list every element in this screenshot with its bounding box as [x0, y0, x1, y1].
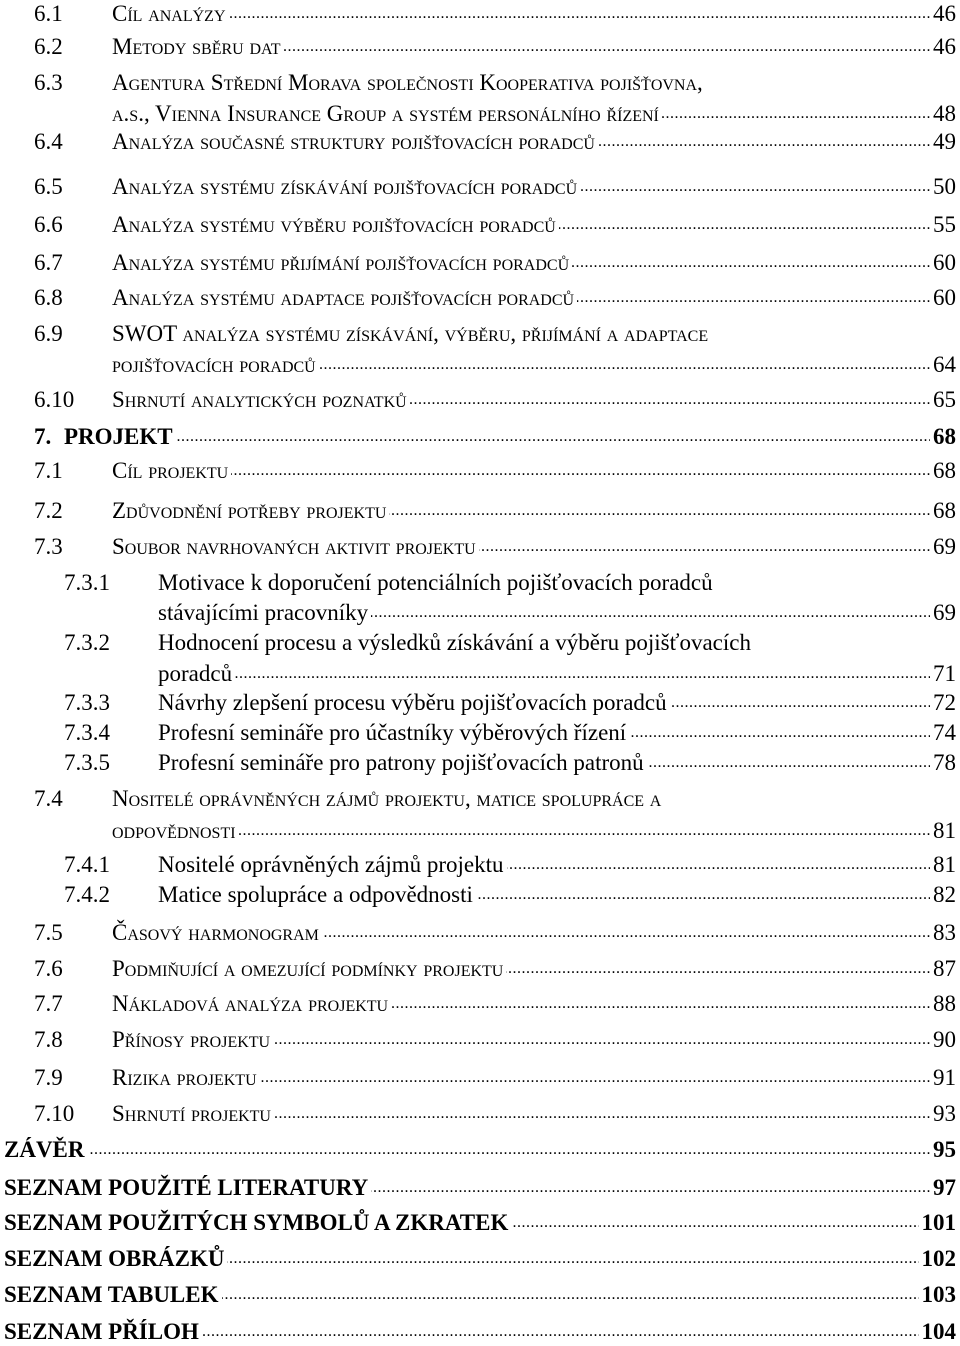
toc-page-number[interactable]: 93 — [930, 1100, 956, 1128]
dot-leader — [112, 0, 956, 28]
toc-entry-number: 7.3.2 — [64, 630, 110, 655]
toc-page-number[interactable]: 74 — [930, 719, 956, 747]
toc-entry-title[interactable]: SEZNAM PŘÍLOH — [4, 1318, 202, 1346]
toc-entry-title[interactable]: Profesní semináře pro patrony pojišťovacích patronů — [158, 749, 647, 777]
toc-entry-title[interactable]: Zdůvodnění potřeby projektu — [112, 497, 389, 525]
toc-entry-title[interactable]: Shrnutí projektu — [112, 1100, 274, 1128]
toc-entry-number: 7.4 — [34, 786, 63, 811]
toc-page-number[interactable]: 72 — [930, 689, 956, 717]
toc-entry-title[interactable]: Podmiňující a omezující podmínky projektu — [112, 955, 506, 983]
toc-entry-number: 7.3.4 — [64, 720, 110, 745]
toc-entry-number: 6.9 — [34, 321, 63, 346]
dot-leader — [112, 817, 956, 845]
toc-page-number[interactable]: 60 — [930, 249, 956, 277]
toc-entry-title[interactable]: PROJEKT — [64, 423, 176, 451]
dot-leader — [64, 423, 956, 451]
toc-entry-title[interactable]: SEZNAM POUŽITÝCH SYMBOLŮ A ZKRATEK — [4, 1209, 511, 1237]
toc-page-number[interactable]: 55 — [930, 211, 956, 239]
toc-page-number[interactable]: 64 — [930, 351, 956, 379]
toc-page-number[interactable]: 97 — [930, 1174, 956, 1202]
toc-entry-title[interactable]: Matice spolupráce a odpovědnosti — [158, 881, 476, 909]
dot-leader — [158, 660, 956, 688]
toc-entry-number: 7. — [34, 424, 52, 449]
toc-entry-title[interactable]: Cíl analýzy — [112, 0, 229, 28]
toc-entry-title[interactable]: Agentura Střední Morava společnosti Kooperativa pojišťovna, — [112, 69, 706, 97]
dot-leader — [112, 457, 956, 485]
toc-entry-title[interactable]: poradců — [158, 660, 235, 688]
toc-entry-number: 7.4.2 — [64, 882, 110, 907]
toc-page-number[interactable]: 68 — [930, 497, 956, 525]
toc-page-number[interactable]: 69 — [930, 533, 956, 561]
toc-entry-title[interactable]: Analýza systému přijímání pojišťovacích poradců — [112, 249, 572, 277]
toc-entry-number: 6.2 — [34, 34, 63, 59]
toc-entry-title[interactable]: Rizika projektu — [112, 1064, 260, 1092]
toc-page-number[interactable]: 82 — [930, 881, 956, 909]
toc-page-number[interactable]: 71 — [930, 660, 956, 688]
toc-page-number[interactable]: 69 — [930, 599, 956, 627]
toc-entry-title[interactable]: Metody sběru dat — [112, 33, 284, 61]
toc-page-number[interactable]: 101 — [919, 1209, 957, 1237]
toc-entry-title[interactable]: Soubor navrhovaných aktivit projektu — [112, 533, 479, 561]
toc-entry-number: 6.8 — [34, 285, 63, 310]
toc-entry-title[interactable]: Shrnutí analytických poznatků — [112, 386, 410, 414]
toc-page-number[interactable]: 48 — [930, 100, 956, 128]
toc-page-number[interactable]: 102 — [919, 1245, 957, 1273]
toc-page-number[interactable]: 49 — [930, 128, 956, 156]
toc-entry-title[interactable]: SEZNAM OBRÁZKŮ — [4, 1245, 227, 1273]
toc-entry-number: 7.3 — [34, 534, 63, 559]
toc-page-number[interactable]: 87 — [930, 955, 956, 983]
toc-entry-title[interactable]: stávajícími pracovníky — [158, 599, 371, 627]
toc-entry-title[interactable]: Analýza současné struktury pojišťovacích poradců — [112, 128, 598, 156]
toc-page-number[interactable]: 50 — [930, 173, 956, 201]
toc-entry-number: 6.3 — [34, 70, 63, 95]
toc-entry-number: 6.1 — [34, 1, 63, 26]
toc-page-number[interactable]: 91 — [930, 1064, 956, 1092]
toc-entry-title[interactable]: SEZNAM POUŽITÉ LITERATURY — [4, 1174, 371, 1202]
toc-entry-title[interactable]: Motivace k doporučení potenciálních pojišťovacích poradců — [158, 569, 716, 597]
toc-entry-number: 7.9 — [34, 1065, 63, 1090]
toc-entry-title[interactable]: Návrhy zlepšení procesu výběru pojišťovacích poradců — [158, 689, 670, 717]
toc-entry-title[interactable]: Přínosy projektu — [112, 1026, 273, 1054]
toc-entry-number: 6.6 — [34, 212, 63, 237]
toc-page-number[interactable]: 46 — [930, 0, 956, 28]
toc-entry-title[interactable]: Analýza systému adaptace pojišťovacích poradců — [112, 284, 577, 312]
toc-entry-number: 7.1 — [34, 458, 63, 483]
toc-page-number[interactable]: 95 — [930, 1136, 956, 1164]
toc-entry-title[interactable]: Cíl projektu — [112, 457, 231, 485]
toc-entry-number: 7.10 — [34, 1101, 75, 1126]
toc-page-number[interactable]: 60 — [930, 284, 956, 312]
toc-entry-title[interactable]: pojišťovacích poradců — [112, 351, 319, 379]
toc-entry-number: 6.5 — [34, 174, 63, 199]
toc-entry-title[interactable]: Hodnocení procesu a výsledků získávání a výběru pojišťovacích — [158, 629, 754, 657]
toc-page-number[interactable]: 81 — [930, 817, 956, 845]
toc-page-number[interactable]: 88 — [930, 990, 956, 1018]
toc-entry-number: 7.6 — [34, 956, 63, 981]
toc-page-number[interactable]: 103 — [919, 1281, 957, 1309]
toc-page-number[interactable]: 68 — [930, 457, 956, 485]
toc-page-number[interactable]: 90 — [930, 1026, 956, 1054]
toc-entry-number: 7.3.1 — [64, 570, 110, 595]
toc-entry-title[interactable]: Analýza systému získávání pojišťovacích poradců — [112, 173, 580, 201]
toc-entry-title[interactable]: Nositelé oprávněných zájmů projektu — [158, 851, 507, 879]
toc-entry-number: 6.10 — [34, 387, 75, 412]
toc-page-number[interactable]: 46 — [930, 33, 956, 61]
toc-entry-number: 7.7 — [34, 991, 63, 1016]
dot-leader — [4, 1136, 956, 1164]
toc-entry-title[interactable]: Nositelé oprávněných zájmů projektu, matice spolupráce a — [112, 785, 664, 813]
toc-entry-title[interactable]: Profesní semináře pro účastníky výběrových řízení — [158, 719, 629, 747]
toc-entry-number: 7.3.3 — [64, 690, 110, 715]
toc-entry-title[interactable]: Analýza systému výběru pojišťovacích poradců — [112, 211, 559, 239]
toc-entry-title[interactable]: a.s., Vienna Insurance Group a systém personálního řízení — [112, 100, 662, 128]
toc-entry-title[interactable]: SEZNAM TABULEK — [4, 1281, 222, 1309]
toc-entry-number: 6.7 — [34, 250, 63, 275]
toc-entry-number: 7.5 — [34, 920, 63, 945]
toc-entry-number: 7.8 — [34, 1027, 63, 1052]
toc-entry-number: 7.4.1 — [64, 852, 110, 877]
toc-page-number[interactable]: 83 — [930, 919, 956, 947]
toc-entry-title[interactable]: ZÁVĚR — [4, 1136, 88, 1164]
toc-entry-title[interactable]: Nákladová analýza projektu — [112, 990, 391, 1018]
toc-entry-number: 7.2 — [34, 498, 63, 523]
toc-entry-title[interactable]: odpovědnosti — [112, 817, 239, 845]
toc-page-number[interactable]: 78 — [930, 749, 956, 777]
toc-entry-title[interactable]: Časový harmonogram — [112, 919, 322, 947]
toc-page-number[interactable]: 68 — [930, 423, 956, 451]
toc-page-number[interactable]: 65 — [930, 386, 956, 414]
toc-entry-number: 7.3.5 — [64, 750, 110, 775]
toc-page-number[interactable]: 104 — [919, 1318, 957, 1346]
toc-entry-title[interactable]: SWOT analýza systému získávání, výběru, přijímání a adaptace — [112, 320, 711, 348]
toc-entry-number: 6.4 — [34, 129, 63, 154]
toc-page-number[interactable]: 81 — [930, 851, 956, 879]
